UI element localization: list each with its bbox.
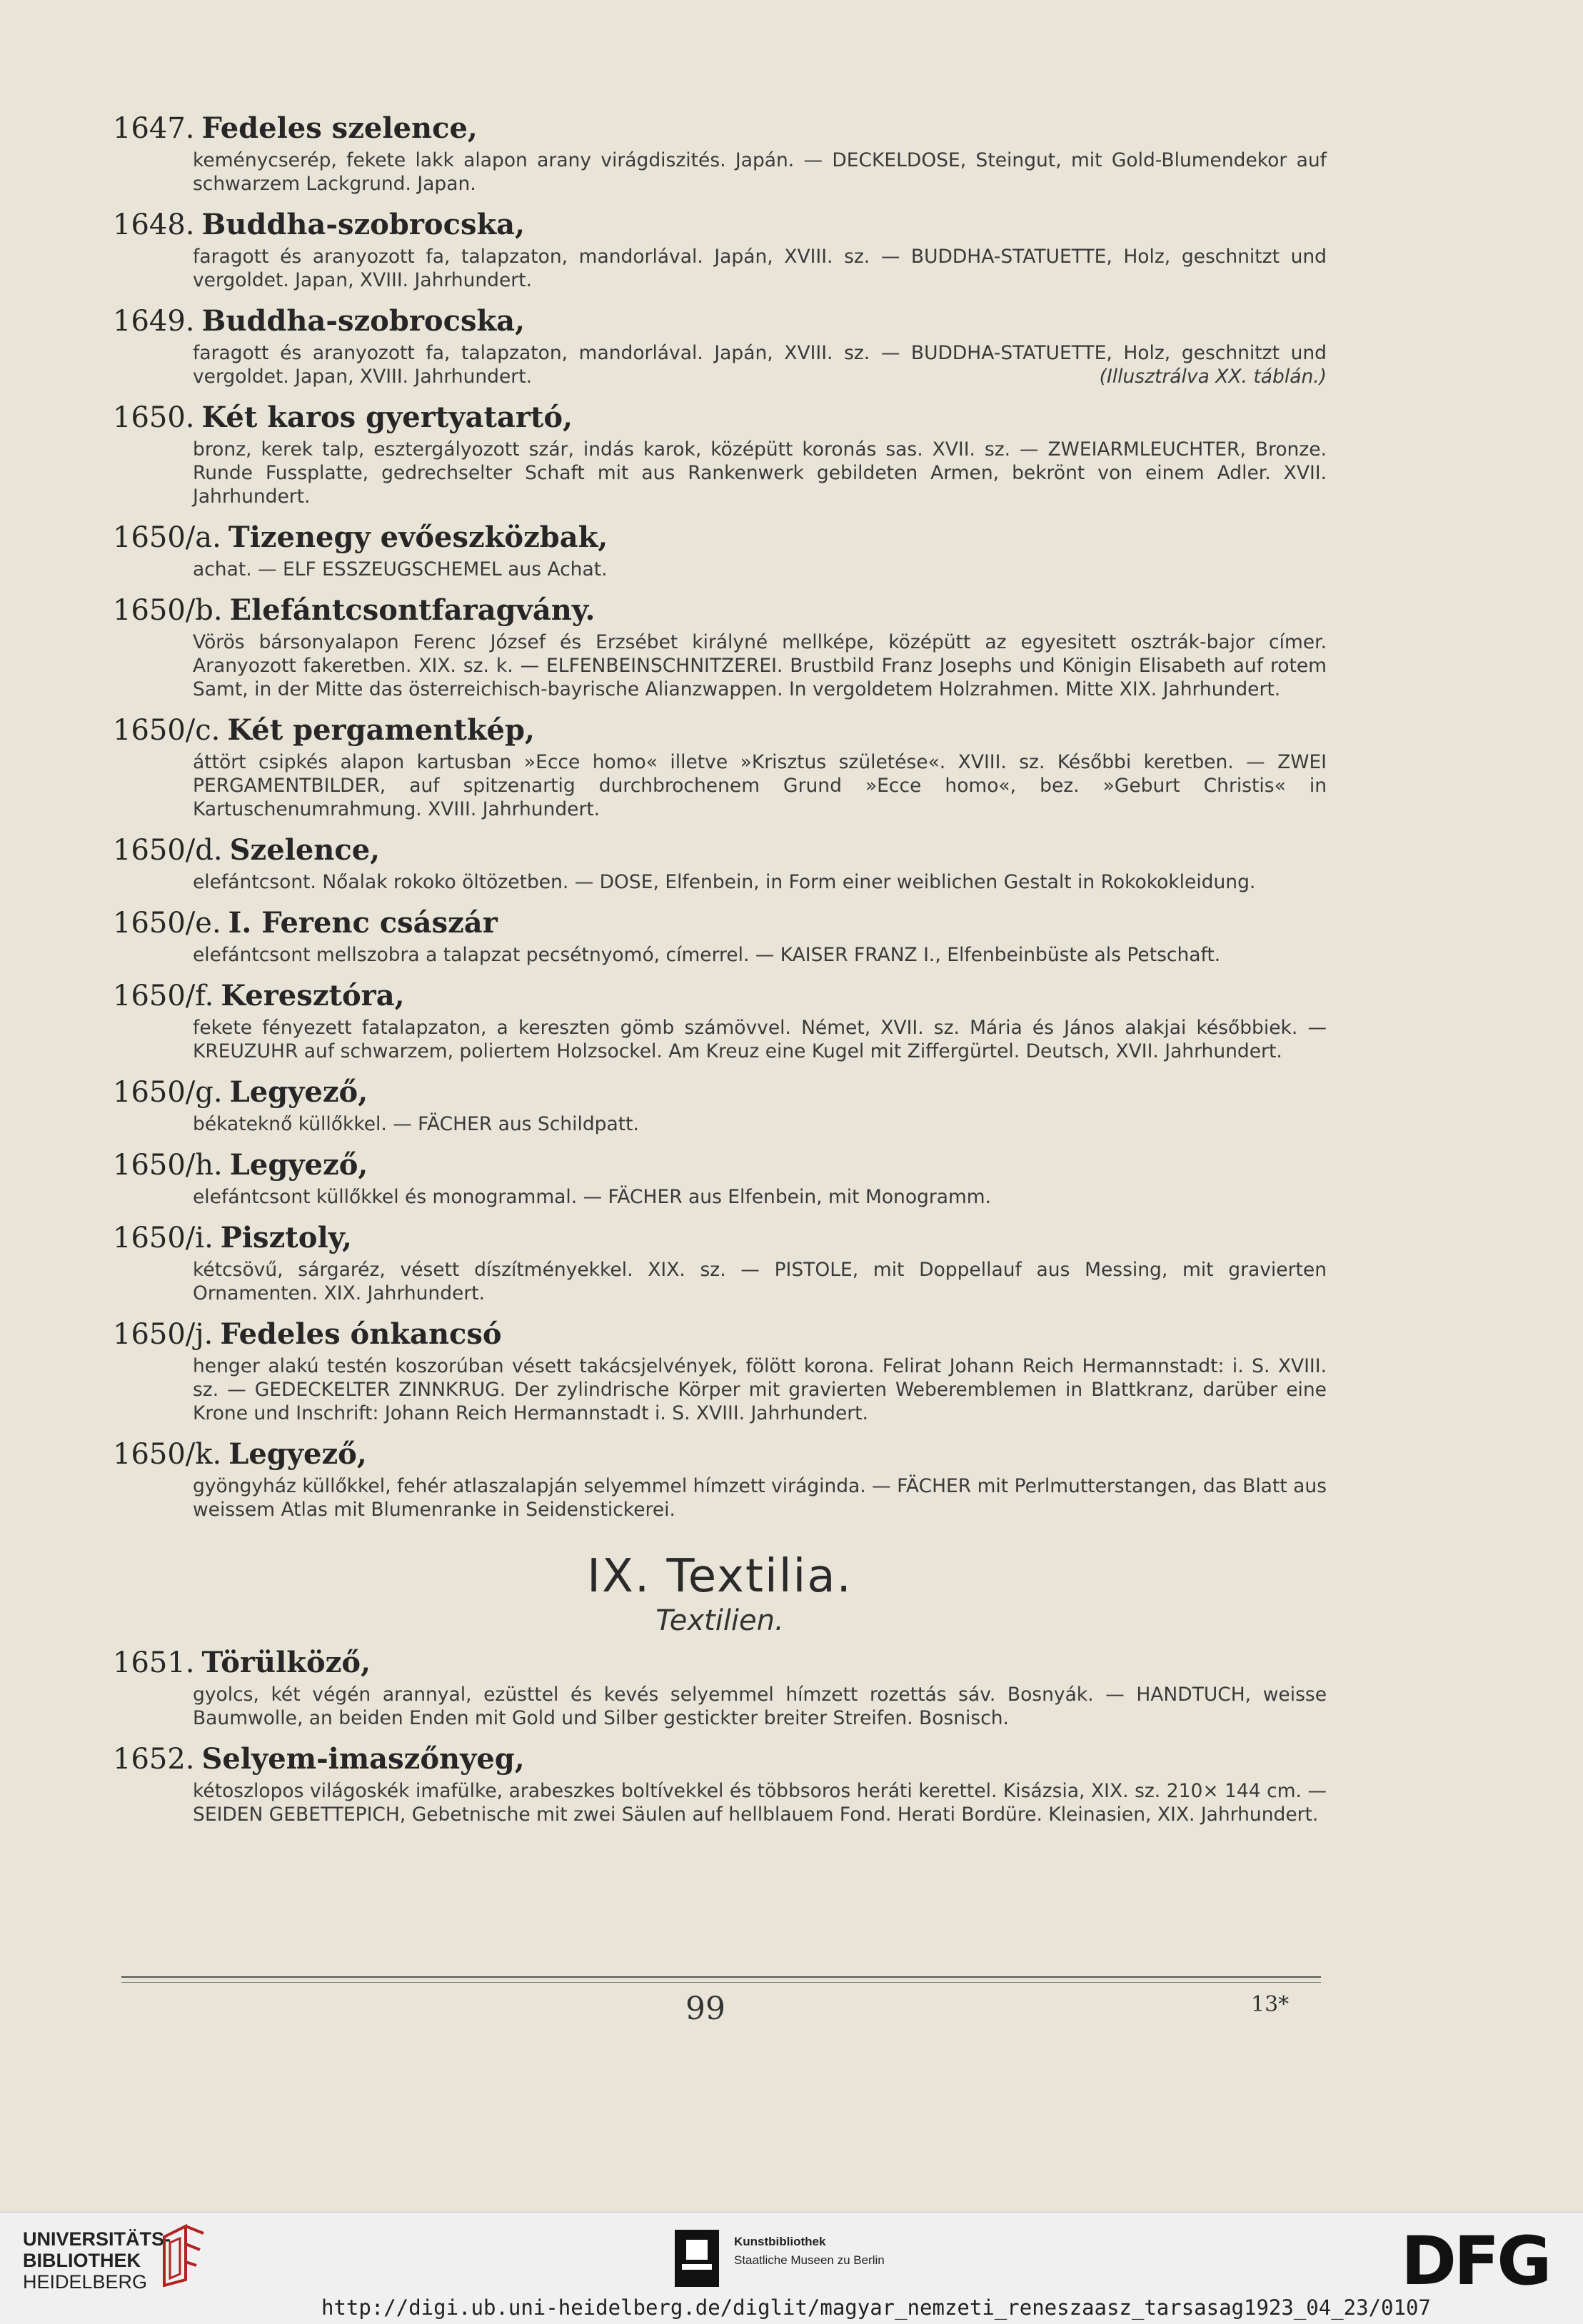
catalog-entry: [113, 903, 1327, 967]
entry-description: kétcsövű, sárgaréz, vésett díszítményekkel. XIX. sz. — PISTOLE, mit Doppellauf aus Messing, mit gravierten Ornamenten. XIX. Jahrhundert.: [193, 1259, 1327, 1304]
entry-title: Törülköző,: [201, 1646, 371, 1679]
entry-number: 1650/d.: [113, 834, 223, 867]
section-title: IX. Textilia.: [587, 1550, 853, 1603]
entry-description-text: faragott és aranyozott fa, talapzaton, mandorlával. Japán, XVIII. sz. — BUDDHA-STATUETTE, Holz, geschnitzt und vergoldet. Japan, XVIII. Jahrhundert.: [193, 342, 1327, 388]
catalog-entry: [113, 1218, 1327, 1305]
entry-title: Elefántcsontfaragvány.: [229, 593, 595, 627]
entry-title: Szelence,: [229, 833, 381, 867]
catalog-entry: [113, 1145, 1327, 1209]
entry-title: Buddha-szobrocska,: [201, 208, 526, 241]
entry-title: Fedeles ónkancsó: [220, 1317, 502, 1351]
entry-description: elefántcsont küllőkkel és monogrammal. — FÄCHER aus Elfenbein, mit Monogramm.: [193, 1186, 992, 1208]
catalog-entry: [113, 205, 1327, 292]
entry-number: 1650/a.: [113, 521, 221, 554]
entry-description: [193, 341, 1327, 388]
dfg-logo: DFG: [1401, 2223, 1549, 2300]
entry-description: achat. — ELF ESSZEUGSCHEMEL aus Achat.: [193, 558, 608, 580]
kb-name-line: Kunstbibliothek: [734, 2235, 826, 2248]
catalog-entry: [113, 976, 1327, 1063]
entry-number: 1649.: [113, 305, 195, 338]
entry-number: 1652.: [113, 1743, 195, 1776]
entry-title: Fedeles szelence,: [201, 111, 478, 145]
entry-number: 1650/h.: [113, 1149, 223, 1182]
entry-description: kétoszlopos világoskék imafülke, arabeszkes boltívekkel és többsoros heráti kerettel. Kisázsia, XIX. sz. 210× 144 cm. — SEIDEN GEBETTEPICH, Gebetnische mit zwei Säulen auf hellblauem Fond. Herati Bordüre. Kleinasien, XIX. Jahrhundert.: [193, 1780, 1327, 1826]
entry-number: 1650.: [113, 401, 195, 434]
entry-number: 1650/f.: [113, 980, 214, 1012]
section-subtitle: Textilien.: [655, 1604, 784, 1637]
entry-number: 1650/i.: [113, 1222, 213, 1254]
entry-title: Legyező,: [228, 1437, 367, 1471]
entry-description: fekete fényezett fatalapzaton, a kereszten gömb számövvel. Német, XVII. sz. Mária és János alakjai későbbiek. — KREUZUHR auf schwarzem, poliertem Holzsockel. Am Kreuz eine Kugel mit Ziffergürtel. Deutsch, XVII. Jahrhundert.: [193, 1017, 1327, 1062]
permalink-url[interactable]: http://digi.ub.uni-heidelberg.de/diglit/magyar_nemzeti_reneszaasz_tarsasag1923_04_23/0107: [321, 2295, 1431, 2320]
catalog-entry: [113, 1314, 1327, 1425]
library-name-line: BIBLIOTHEK: [23, 2250, 141, 2271]
entry-title: Két pergamentkép,: [227, 713, 535, 747]
entry-number: 1650/c.: [113, 714, 221, 747]
entry-title: Két karos gyertyatartó,: [201, 401, 573, 434]
entry-title: Legyező,: [229, 1148, 368, 1182]
entry-title: Legyező,: [229, 1075, 368, 1109]
page-content: [113, 109, 1327, 1836]
catalog-entry: [113, 109, 1327, 196]
entry-number: 1650/k.: [113, 1438, 222, 1471]
entry-title: Keresztóra,: [221, 979, 405, 1012]
catalog-entry: [113, 1434, 1327, 1521]
entry-description: faragott és aranyozott fa, talapzaton, mandorlával. Japán, XVIII. sz. — BUDDHA-STATUETTE, Holz, geschnitzt und vergoldet. Japan, XVIII. Jahrhundert.: [193, 246, 1327, 291]
entry-number: 1648.: [113, 208, 195, 241]
library-name-line: UNIVERSITÄTS-: [23, 2228, 171, 2250]
catalog-entry: [113, 301, 1327, 388]
ub-heidelberg-logo-icon: [157, 2223, 207, 2287]
entry-description: gyolcs, két végén arannyal, ezüsttel és kevés selyemmel hímzett rozettás sáv. Bosnyák. — HANDTUCH, weisse Baumwolle, an beiden Enden mit Gold und Silber gestickter breiter Streifen. Bosnisch.: [193, 1684, 1327, 1729]
catalog-entry: [113, 398, 1327, 508]
digitization-footer: [0, 2212, 1583, 2324]
entry-number: 1650/e.: [113, 907, 221, 940]
entry-number: 1647.: [113, 112, 195, 145]
sheet-signature: 13*: [1251, 1992, 1290, 2017]
entry-description: gyöngyház küllőkkel, fehér atlaszalapján selyemmel hímzett viráginda. — FÄCHER mit Perlmutterstangen, das Blatt aus weissem Atlas mit Blumenranke in Seidenstickerei.: [193, 1475, 1327, 1521]
entry-number: 1651.: [113, 1646, 195, 1679]
catalog-entry: [113, 1072, 1327, 1136]
entry-number: 1650/b.: [113, 594, 223, 627]
entry-description: keménycserép, fekete lakk alapon arany virágdiszités. Japán. — DECKELDOSE, Steingut, mit Gold-Blumendekor auf schwarzem Lackgrund. Japan.: [193, 149, 1327, 195]
entry-title: Buddha-szobrocska,: [201, 304, 526, 338]
footer-rule: [121, 1976, 1321, 1983]
entry-title: Tizenegy evőeszközbak,: [228, 520, 608, 554]
entry-description: elefántcsont. Nőalak rokoko öltözetben. — DOSE, Elfenbein, in Form einer weiblichen Gestalt in Rokokokleidung.: [193, 871, 1256, 893]
entry-title: I. Ferenc császár: [228, 906, 498, 940]
entry-title: Selyem-imaszőnyeg,: [201, 1742, 525, 1776]
library-name-line: HEIDELBERG: [23, 2271, 148, 2293]
entry-description: bronz, kerek talp, esztergályozott szár, indás karok, középütt koronás sas. XVII. sz. — ZWEIARMLEUCHTER, Bronze. Runde Fussplatte, gedrechselter Schaft mit aus Rankenwerk gebildeten Armen, bekrönt von einem Adler. XVII. Jahrhundert.: [193, 438, 1327, 508]
kunstbibliothek-logo-icon: [675, 2230, 719, 2287]
entry-description: Vörös bársonyalapon Ferenc József és Erzsébet királyné mellképe, középütt az egyesitett osztrák-bajor címer. Aranyozott fakeretben. XIX. sz. k. — ELFENBEINSCHNITZEREI. Brustbild Franz Josephs und Königin Elisabeth auf rotem Samt, in der Mitte das österreichisch-bayrische Alianzwappen. In vergoldetem Holzrahmen. Mitte XIX. Jahrhundert.: [193, 631, 1327, 700]
kunstbibliothek-name: [734, 2233, 885, 2270]
catalog-entry: [113, 590, 1327, 701]
illustration-note: (Illusztrálva XX. táblán.): [1099, 366, 1327, 388]
entry-description: elefántcsont mellszobra a talapzat pecsétnyomó, címerrel. — KAISER FRANZ I., Elfenbeinbüste als Petschaft.: [193, 944, 1221, 966]
entry-number: 1650/g.: [113, 1076, 223, 1109]
catalog-entry: [113, 1643, 1327, 1730]
library-name: [23, 2228, 171, 2293]
entry-description: békateknő küllőkkel. — FÄCHER aus Schildpatt.: [193, 1113, 639, 1135]
catalog-entry: [113, 710, 1327, 821]
kb-name-line: Staatliche Museen zu Berlin: [734, 2253, 885, 2267]
entry-title: Pisztoly,: [220, 1221, 352, 1254]
catalog-entry: [113, 830, 1327, 894]
entry-description: henger alakú testén koszorúban vésett takácsjelvények, fölött korona. Felirat Johann Reich Hermannstadt: i. S. XVIII. sz. — GEDECKELTER ZINNKRUG. Der zylindrische Körper mit gravierten Weberemblemen in Blattkranz, darüber eine Krone und Inschrift: Johann Reich Hermannstadt i. S. XVIII. Jahrhundert.: [193, 1355, 1327, 1424]
page-number: 99: [685, 1991, 725, 2027]
catalog-entry: [113, 518, 1327, 581]
entry-description: áttört csipkés alapon kartusban »Ecce homo« illetve »Krisztus születése«. XVIII. sz. Későbbi keretben. — ZWEI PERGAMENTBILDER, auf spitzenartig durchbrochenem Grund »Ecce homo«, bez. »Geburt Christis« in Kartuschenumrahmung. XVIII. Jahrhundert.: [193, 751, 1327, 820]
catalog-entry: [113, 1739, 1327, 1826]
entry-number: 1650/j.: [113, 1318, 213, 1351]
section-heading: [113, 1550, 1327, 1639]
